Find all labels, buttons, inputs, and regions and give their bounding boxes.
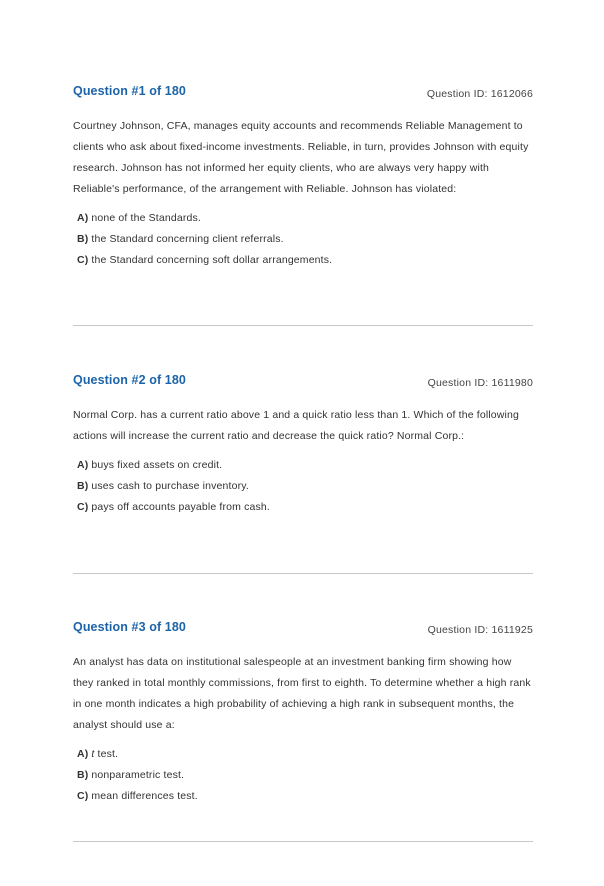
question-header	[73, 373, 533, 393]
option-letter: C)	[77, 790, 89, 802]
option-text: none of the Standards.	[91, 212, 201, 224]
question-block-2	[73, 373, 533, 518]
question-stem: Normal Corp. has a current ratio above 1 and a quick ratio less than 1. Which of the following actions will increase the current ratio and decrease the quick ratio? Normal Corp.:	[73, 409, 519, 442]
option-italic-text: t	[91, 748, 95, 760]
option-text: uses cash to purchase inventory.	[91, 480, 249, 492]
option-text: nonparametric test.	[91, 769, 185, 781]
option-text: test.	[94, 748, 119, 760]
question-id: Question ID: 1611980	[427, 377, 533, 389]
question-id: Question ID: 1612066	[426, 88, 533, 100]
question-title: Question #3 of 180	[73, 620, 186, 634]
answer-options	[73, 455, 533, 518]
question-title: Question #2 of 180	[73, 373, 186, 387]
answer-options	[73, 744, 533, 807]
question-stem: Courtney Johnson, CFA, manages equity accounts and recommends Reliable Management to clients who ask about fixed-income investments. Reliable, in turn, provides Johnson with equity research. Johnson has not informed her equity clients, who are always very happy with Reliable's performance, of the arrangement with Reliable. Johnson has violated:	[73, 120, 529, 195]
question-block-1	[73, 84, 533, 271]
question-block-3	[73, 620, 533, 807]
answer-option-b[interactable]	[77, 476, 533, 497]
option-text: pays off accounts payable from cash.	[91, 501, 270, 513]
option-text: the Standard concerning soft dollar arrangements.	[91, 254, 333, 266]
option-letter: A)	[77, 748, 89, 760]
option-letter: A)	[77, 459, 89, 471]
answer-option-a[interactable]	[77, 455, 533, 476]
question-header	[73, 84, 533, 104]
question-header	[73, 620, 533, 640]
option-letter: B)	[77, 233, 89, 245]
option-text: mean differences test.	[91, 790, 198, 802]
question-stem: An analyst has data on institutional salespeople at an investment banking firm showing how they ranked in total monthly commissions, from first to eighth. To determine whether a high rank in one month indicates a high probability of achieving a high rank in subsequent months, the analyst should use a:	[73, 656, 531, 731]
answer-option-b[interactable]	[77, 229, 533, 250]
answer-option-a[interactable]	[77, 744, 533, 765]
answer-option-a[interactable]	[77, 208, 533, 229]
answer-options	[73, 208, 533, 271]
answer-option-b[interactable]	[77, 765, 533, 786]
option-letter: B)	[77, 480, 89, 492]
option-letter: B)	[77, 769, 89, 781]
option-text: the Standard concerning client referrals.	[91, 233, 284, 245]
question-divider	[73, 573, 533, 574]
answer-option-c[interactable]	[77, 786, 533, 807]
option-text: buys fixed assets on credit.	[91, 459, 223, 471]
option-letter: C)	[77, 501, 89, 513]
option-letter: C)	[77, 254, 89, 266]
question-title: Question #1 of 180	[73, 84, 186, 98]
question-id: Question ID: 1611925	[427, 624, 533, 636]
answer-option-c[interactable]	[77, 250, 533, 271]
question-divider	[73, 841, 533, 842]
question-divider	[73, 325, 533, 326]
answer-option-c[interactable]	[77, 497, 533, 518]
option-letter: A)	[77, 212, 89, 224]
